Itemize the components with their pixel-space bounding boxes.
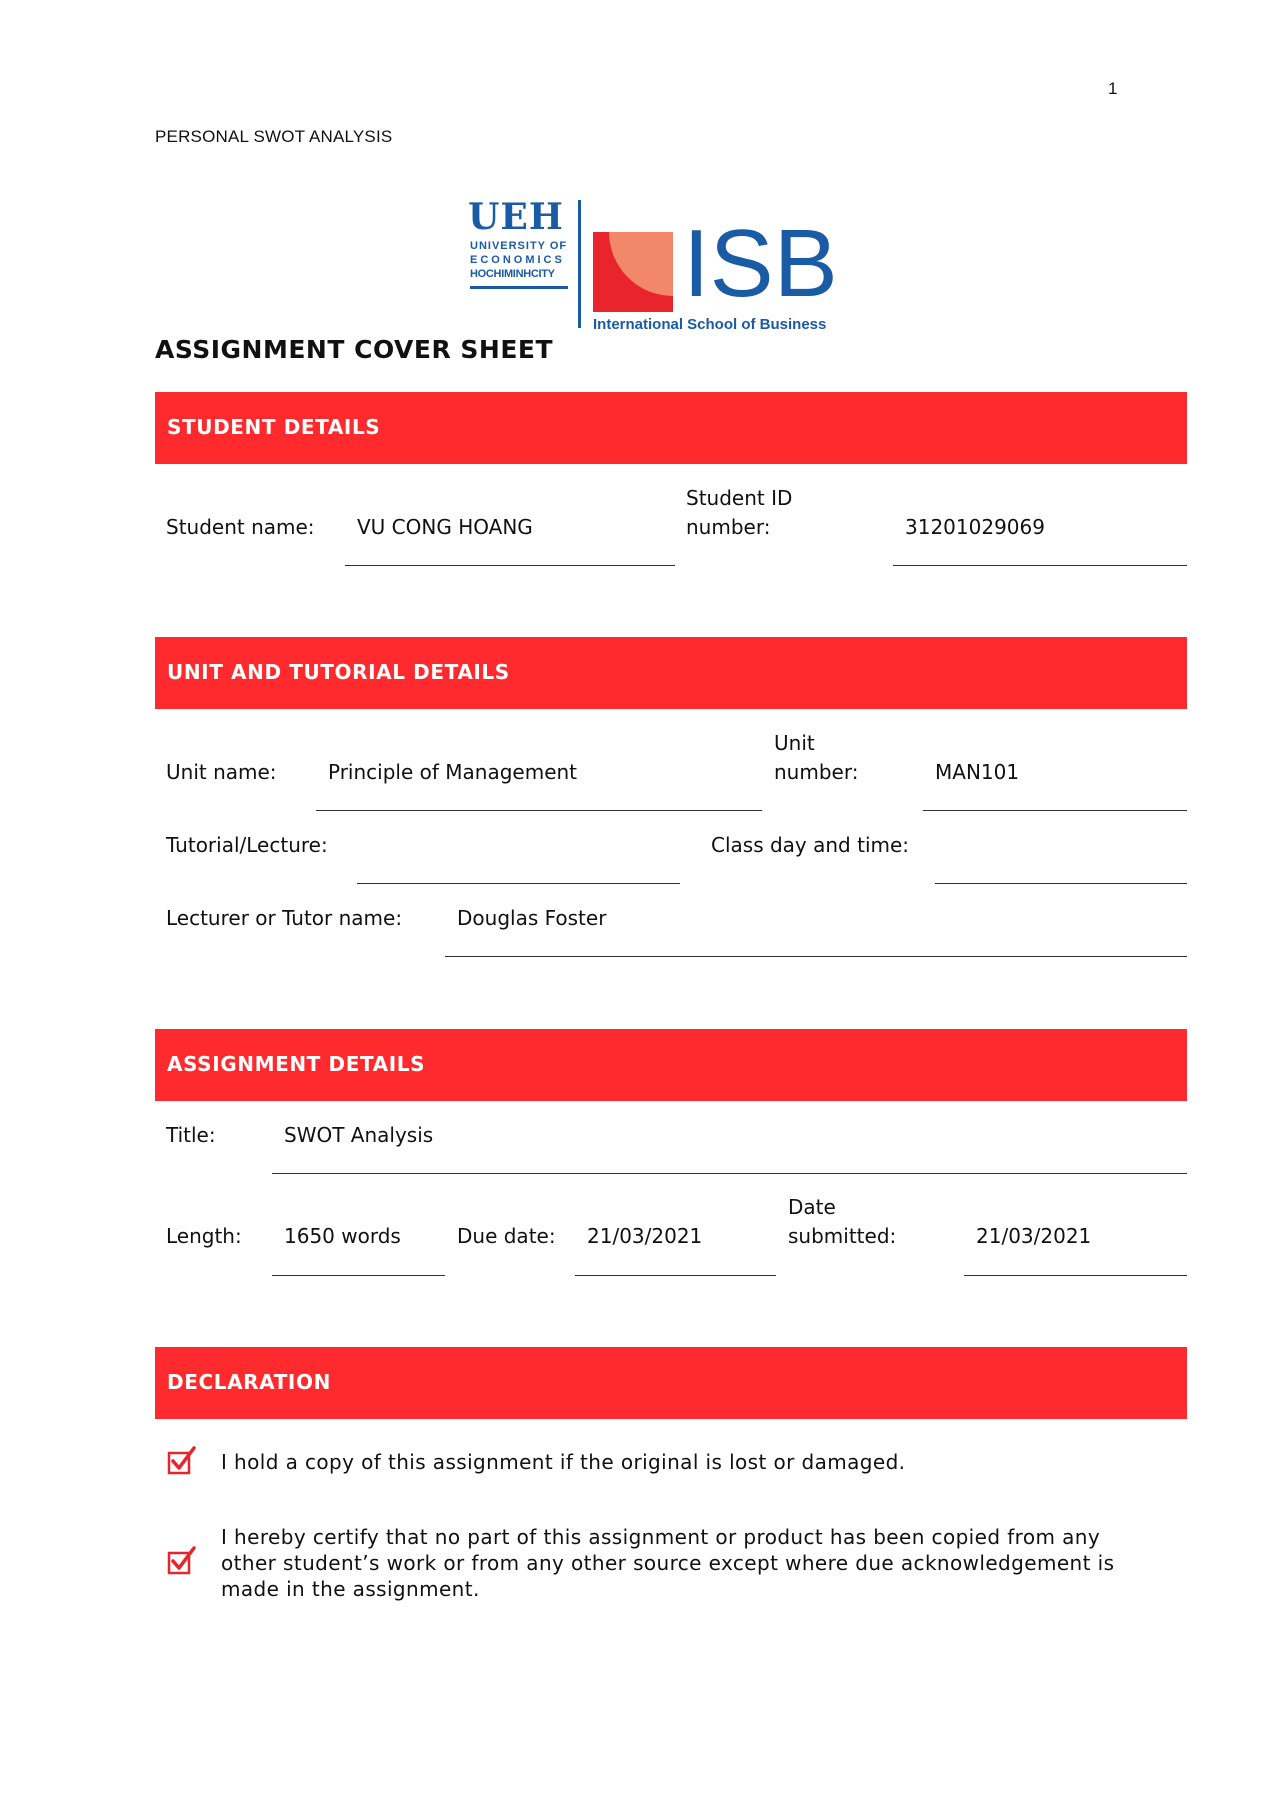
student-id-field[interactable] — [893, 565, 1187, 566]
student-details-banner — [155, 392, 1187, 464]
student-name-field[interactable] — [345, 565, 675, 566]
student-id-label-line1: Student ID — [686, 486, 793, 510]
tutorial-lecture-field[interactable] — [357, 883, 680, 884]
student-name-value: VU CONG HOANG — [357, 515, 533, 539]
tutorial-lecture-label: Tutorial/Lecture: — [166, 833, 328, 857]
declaration-item-2-line-2: other student’s work or from any other source except where due acknowledgement is — [221, 1551, 1115, 1575]
length-value: 1650 words — [284, 1224, 401, 1248]
isb-emblem — [593, 232, 673, 312]
declaration-item-1-text — [221, 1449, 905, 1475]
due-date-field[interactable] — [575, 1275, 776, 1276]
logo-divider — [578, 200, 581, 328]
unit-name-label: Unit name: — [166, 760, 277, 784]
ueh-line-2: ECONOMICS — [470, 254, 565, 266]
ueh-line-1: UNIVERSITY OF — [470, 240, 568, 252]
student-id-label-line2: number: — [686, 515, 771, 539]
declaration-heading: DECLARATION — [167, 1370, 331, 1394]
declaration-banner — [155, 1347, 1187, 1419]
unit-details-heading: UNIT AND TUTORIAL DETAILS — [167, 660, 510, 684]
student-name-label: Student name: — [166, 515, 315, 539]
declaration-item-1-line: I hold a copy of this assignment if the original is lost or damaged. — [221, 1450, 906, 1474]
isb-emblem-quarter — [609, 232, 673, 296]
unit-name-value: Principle of Management — [328, 760, 578, 784]
assignment-title-value: SWOT Analysis — [284, 1123, 434, 1147]
class-day-time-field[interactable] — [935, 883, 1187, 884]
declaration-item-2-line-1: I hereby certify that no part of this assignment or product has been copied from any — [221, 1525, 1101, 1549]
unit-number-field[interactable] — [923, 810, 1187, 811]
ueh-underline — [470, 286, 568, 289]
checkbox-copy-held[interactable] — [167, 1446, 197, 1476]
isb-subtitle: International School of Business — [593, 316, 827, 333]
isb-wordmark: ISB — [683, 210, 838, 317]
page-title: ASSIGNMENT COVER SHEET — [155, 335, 554, 364]
unit-name-field[interactable] — [316, 810, 762, 811]
declaration-item-2-line-3: made in the assignment. — [221, 1577, 480, 1601]
running-header: PERSONAL SWOT ANALYSIS — [155, 127, 393, 146]
lecturer-field[interactable] — [445, 956, 1187, 957]
assignment-details-banner — [155, 1029, 1187, 1101]
class-day-time-label: Class day and time: — [711, 833, 910, 857]
unit-details-banner — [155, 637, 1187, 709]
unit-number-value: MAN101 — [935, 760, 1020, 784]
date-submitted-value: 21/03/2021 — [976, 1224, 1092, 1248]
check-mark-icon — [173, 1548, 194, 1568]
ueh-isb-logo — [468, 196, 868, 336]
lecturer-label: Lecturer or Tutor name: — [166, 906, 403, 930]
unit-number-label-line2: number: — [774, 760, 859, 784]
ueh-wordmark: UEH — [468, 196, 564, 238]
unit-number-label-line1: Unit — [774, 731, 815, 755]
assignment-title-label: Title: — [166, 1123, 216, 1147]
student-details-heading: STUDENT DETAILS — [167, 415, 381, 439]
date-submitted-label-line1: Date — [788, 1195, 836, 1219]
length-field[interactable] — [272, 1275, 445, 1276]
lecturer-value: Douglas Foster — [457, 906, 607, 930]
declaration-item-2-text — [221, 1524, 1114, 1602]
checkbox-certify-original[interactable] — [167, 1546, 197, 1576]
length-label: Length: — [166, 1224, 242, 1248]
check-mark-icon — [173, 1448, 194, 1468]
date-submitted-field[interactable] — [964, 1275, 1187, 1276]
due-date-label: Due date: — [457, 1224, 556, 1248]
student-id-value: 31201029069 — [905, 515, 1045, 539]
ueh-line-3: HOCHIMINHCITY — [470, 268, 555, 280]
assignment-details-heading: ASSIGNMENT DETAILS — [167, 1052, 426, 1076]
date-submitted-label-line2: submitted: — [788, 1224, 897, 1248]
page-number: 1 — [1108, 79, 1118, 98]
assignment-title-field[interactable] — [272, 1173, 1187, 1174]
due-date-value: 21/03/2021 — [587, 1224, 703, 1248]
